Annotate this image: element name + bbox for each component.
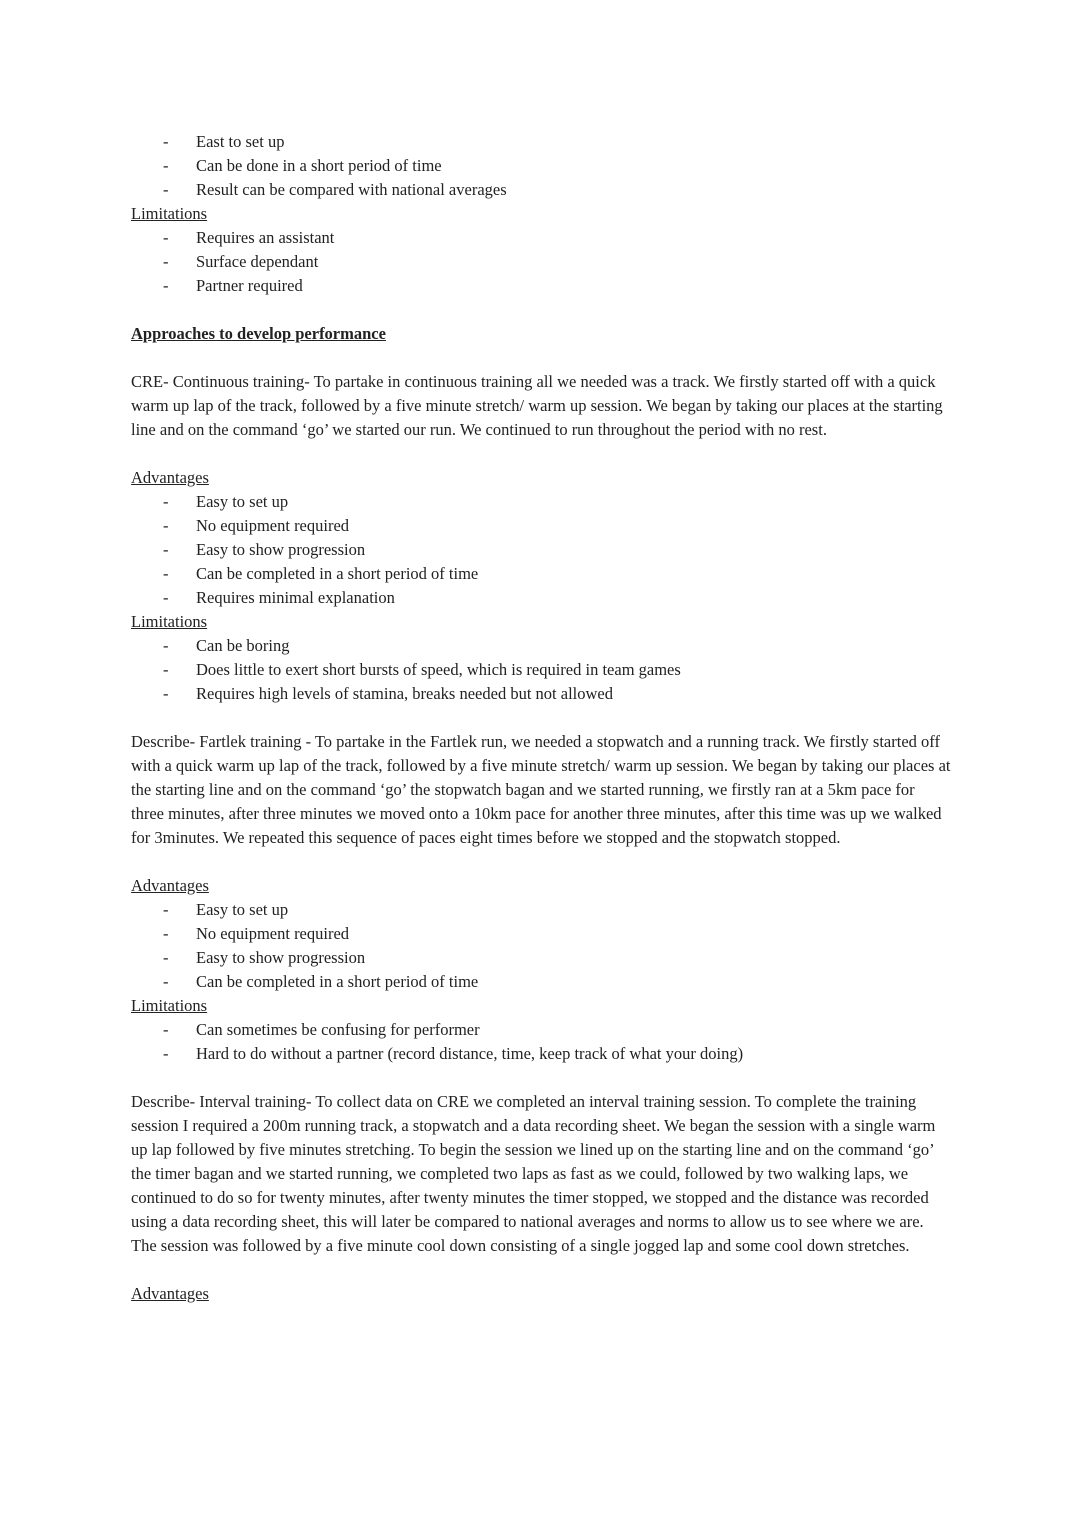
continuous-limitations-heading: Limitations [131,612,208,631]
continuous-advantages-heading: Advantages [131,468,209,487]
fartlek-training-paragraph: Describe- Fartlek training - To partake in the Fartlek run, we needed a stopwatch and a running track. We firstly started off with a quick warm up lap of the track, followed by a five minute stretch/ warm up session. We began by taking our places at the starting line and on the command ‘go’ the stopwatch bagan and we started running, we firstly ran at a 5km pace for three minutes, after three minutes we moved onto a 10km pace for another three minutes, after this time was up we walked for 3minutes. We repeated this sequence of paces eight times before we stopped and the stopwatch stopped. [131,732,951,847]
list-item: - Partner required [131,274,951,298]
list-item: - No equipment required [131,922,951,946]
fartlek-advantages-list [131,898,951,994]
list-item: - Does little to exert short bursts of speed, which is required in team games [131,658,951,682]
list-item: - Can sometimes be confusing for performer [131,1018,951,1042]
list-item: - Can be completed in a short period of time [131,970,951,994]
list-item: - Easy to set up [131,898,951,922]
list-item: - Can be done in a short period of time [131,154,951,178]
list-item: - Hard to do without a partner (record distance, time, keep track of what your doing) [131,1042,951,1066]
fartlek-limitations-heading: Limitations [131,996,208,1015]
interval-advantages-heading: Advantages [131,1284,209,1303]
list-item: - Can be completed in a short period of time [131,562,951,586]
list-item: - Surface dependant [131,250,951,274]
list-item: - Result can be compared with national averages [131,178,951,202]
list-item: - Requires an assistant [131,226,951,250]
list-item: - Easy to set up [131,490,951,514]
list-item: - Can be boring [131,634,951,658]
fartlek-limitations-list [131,1018,951,1066]
top-limitations-list [131,226,951,298]
section-title: Approaches to develop performance [131,324,386,343]
list-item: - Requires high levels of stamina, breaks needed but not allowed [131,682,951,706]
top-limitations-heading: Limitations [131,204,208,223]
document-page [131,130,951,1306]
continuous-training-paragraph: CRE- Continuous training- To partake in continuous training all we needed was a track. We firstly started off with a quick warm up lap of the track, followed by a five minute stretch/ warm up session. We began by taking our places at the starting line and on the command ‘go’ we started our run. We continued to run throughout the period with no rest. [131,372,943,439]
list-item: - No equipment required [131,514,951,538]
continuous-limitations-list [131,634,951,706]
list-item: - East to set up [131,130,951,154]
top-advantages-list [131,130,951,202]
list-item: - Requires minimal explanation [131,586,951,610]
fartlek-advantages-heading: Advantages [131,876,209,895]
continuous-advantages-list [131,490,951,610]
list-item: - Easy to show progression [131,946,951,970]
interval-training-paragraph: Describe- Interval training- To collect data on CRE we completed an interval training session. To complete the training session I required a 200m running track, a stopwatch and a data recording sheet. We began the session with a single warm up lap followed by five minutes stretching. To begin the session we lined up on the starting line and on the command ‘go’ the timer bagan and we started running, we completed two laps as fast as we could, followed by two walking laps, we continued to do so for twenty minutes, after twenty minutes the timer stopped, we stopped and the distance was recorded using a data recording sheet, this will later be compared to national averages and norms to allow us to see where we are. The session was followed by a five minute cool down consisting of a single jogged lap and some cool down stretches. [131,1092,936,1255]
list-item: - Easy to show progression [131,538,951,562]
